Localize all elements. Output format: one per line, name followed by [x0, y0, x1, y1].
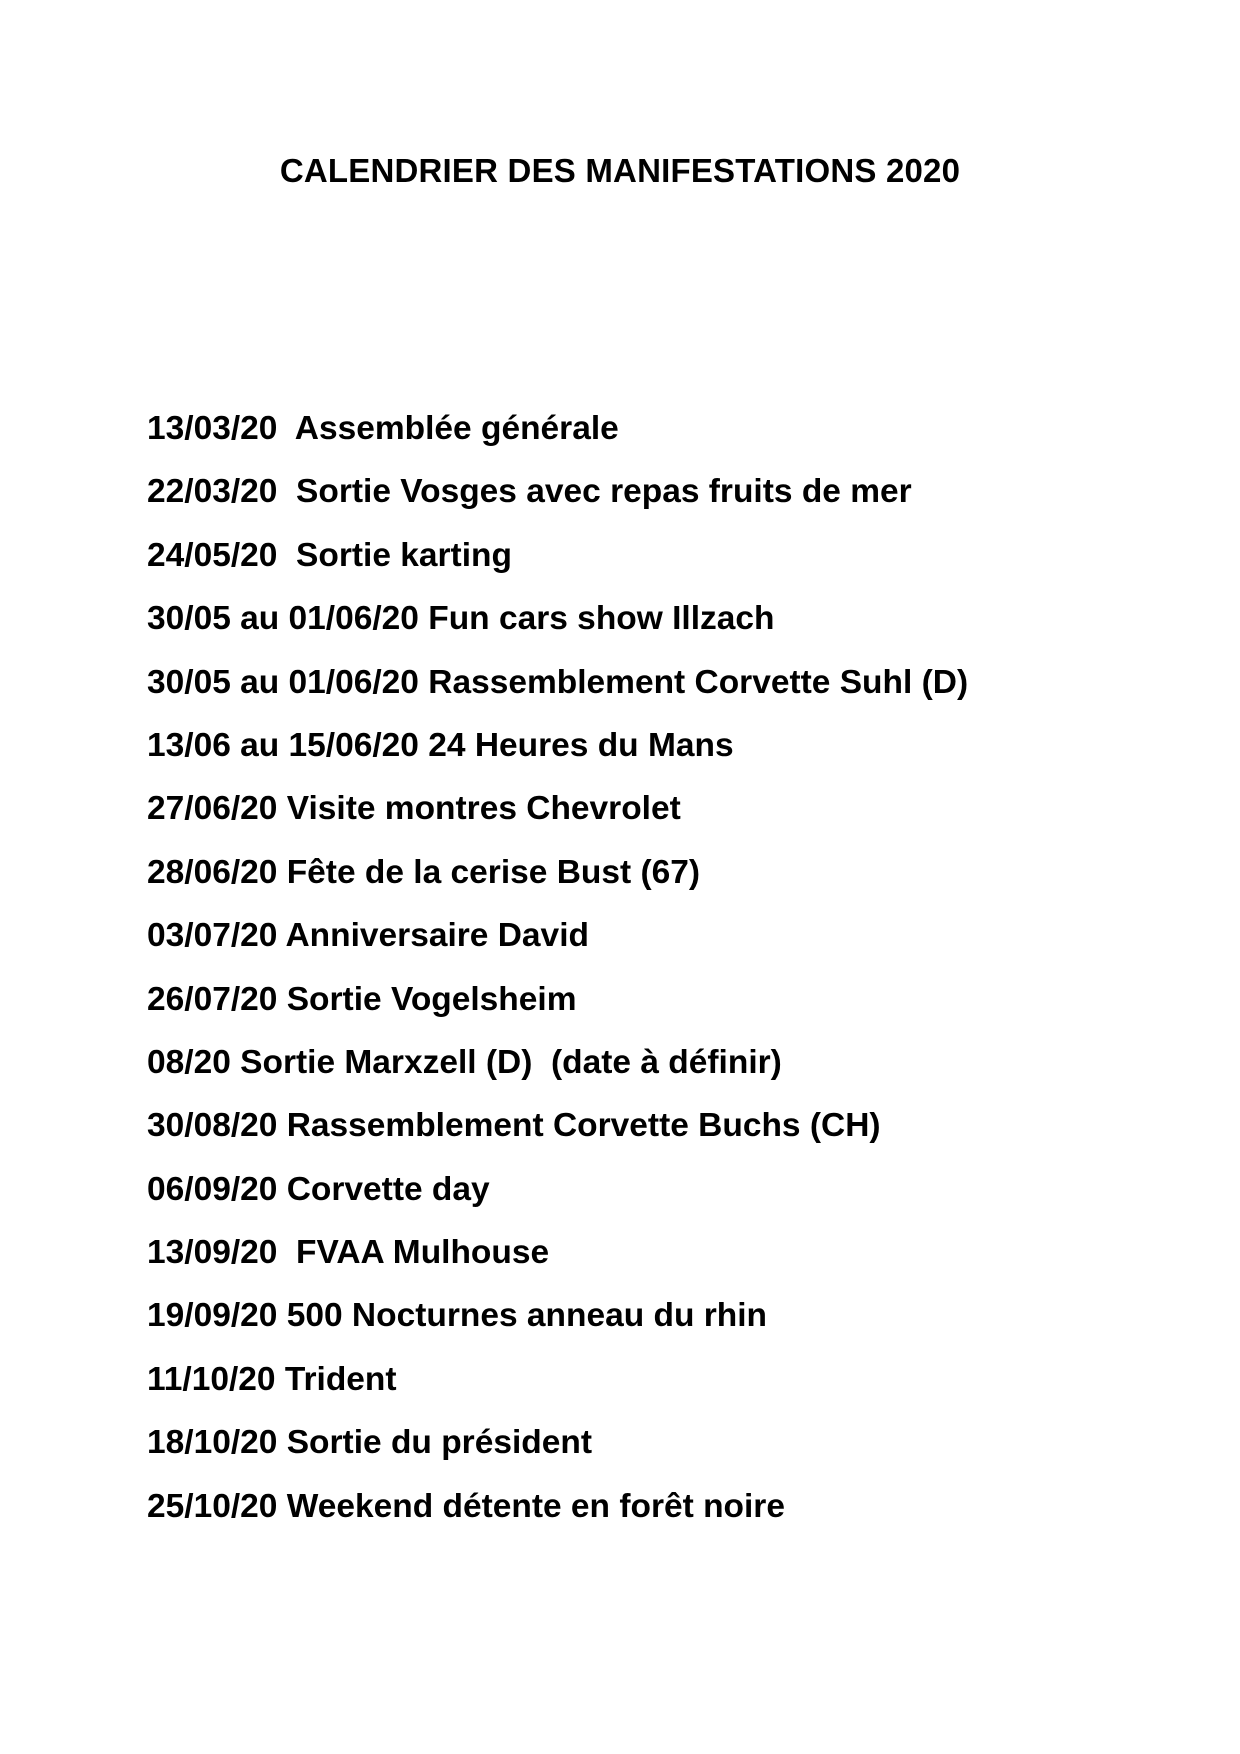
- event-item: 11/10/20 Trident: [147, 1360, 397, 1398]
- event-item: 22/03/20 Sortie Vosges avec repas fruits de mer: [147, 473, 912, 511]
- event-item: 13/03/20 Assemblée générale: [147, 410, 619, 447]
- event-item: 30/05 au 01/06/20 Fun cars show Illzach: [147, 600, 775, 638]
- event-item: 06/09/20 Corvette day: [147, 1170, 490, 1208]
- event-item: 13/06 au 15/06/20 24 Heures du Mans: [147, 726, 734, 764]
- event-item: 30/05 au 01/06/20 Rassemblement Corvette Suhl (D): [147, 663, 969, 701]
- event-item: 18/10/20 Sortie du président: [147, 1424, 592, 1462]
- event-item: 08/20 Sortie Marxzell (D) (date à définir): [147, 1043, 782, 1081]
- event-item: 27/06/20 Visite montres Chevrolet: [147, 790, 681, 828]
- event-item: 28/06/20 Fête de la cerise Bust (67): [147, 853, 701, 891]
- event-item: 26/07/20 Sortie Vogelsheim: [147, 980, 577, 1018]
- event-item: 19/09/20 500 Nocturnes anneau du rhin: [147, 1297, 767, 1335]
- event-item: 25/10/20 Weekend détente en forêt noire: [147, 1487, 785, 1525]
- event-item: 30/08/20 Rassemblement Corvette Buchs (CH): [147, 1107, 881, 1145]
- page-title: CALENDRIER DES MANIFESTATIONS 2020: [279, 152, 961, 189]
- event-item: 03/07/20 Anniversaire David: [147, 917, 589, 955]
- event-item: 13/09/20 FVAA Mulhouse: [147, 1234, 550, 1272]
- event-item: 24/05/20 Sortie karting: [147, 536, 512, 574]
- event-list: [147, 407, 968, 1548]
